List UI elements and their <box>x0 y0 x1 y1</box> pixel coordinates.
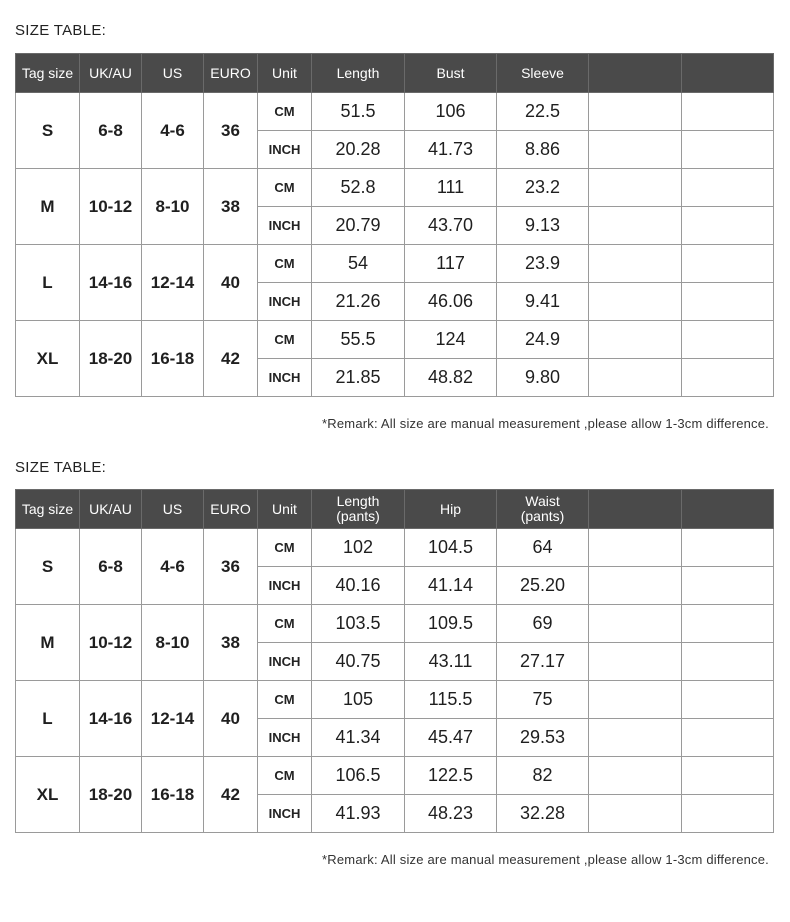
measure-cell: 117 <box>405 245 497 283</box>
measure-cell: 41.73 <box>405 131 497 169</box>
column-header: Unit <box>258 54 312 93</box>
table-row-cm <box>16 529 774 567</box>
measure-cell: 115.5 <box>405 681 497 719</box>
table-row-cm <box>16 245 774 283</box>
measure-cell: 64 <box>497 529 589 567</box>
unit-cell: CM <box>258 605 312 643</box>
column-header: UK/AU <box>80 490 142 529</box>
tag-size-cell: L <box>16 245 80 321</box>
column-header: EURO <box>204 490 258 529</box>
us-size-cell: 16-18 <box>142 757 204 833</box>
table-row-cm <box>16 169 774 207</box>
table-row-cm <box>16 681 774 719</box>
unit-cell: INCH <box>258 131 312 169</box>
empty-cell <box>682 567 774 605</box>
us-size-cell: 16-18 <box>142 321 204 397</box>
measure-cell: 32.28 <box>497 795 589 833</box>
measure-cell: 40.16 <box>312 567 405 605</box>
euro-size-cell: 38 <box>204 605 258 681</box>
measure-cell: 52.8 <box>312 169 405 207</box>
measure-cell: 122.5 <box>405 757 497 795</box>
empty-cell <box>682 643 774 681</box>
euro-size-cell: 40 <box>204 681 258 757</box>
empty-cell <box>682 359 774 397</box>
empty-cell <box>589 567 682 605</box>
measure-cell: 55.5 <box>312 321 405 359</box>
tag-size-cell: XL <box>16 757 80 833</box>
us-size-cell: 8-10 <box>142 169 204 245</box>
empty-cell <box>589 207 682 245</box>
uk-au-cell: 10-12 <box>80 169 142 245</box>
empty-cell <box>589 529 682 567</box>
measure-cell: 102 <box>312 529 405 567</box>
table-row-cm <box>16 321 774 359</box>
empty-cell <box>682 719 774 757</box>
table-header-row <box>16 490 774 529</box>
unit-cell: INCH <box>258 719 312 757</box>
empty-cell <box>682 169 774 207</box>
measure-cell: 25.20 <box>497 567 589 605</box>
unit-cell: CM <box>258 681 312 719</box>
measure-cell: 46.06 <box>405 283 497 321</box>
tag-size-cell: S <box>16 529 80 605</box>
measure-cell: 69 <box>497 605 589 643</box>
tag-size-cell: S <box>16 93 80 169</box>
measure-cell: 20.28 <box>312 131 405 169</box>
empty-cell <box>589 93 682 131</box>
empty-cell <box>589 359 682 397</box>
empty-cell <box>589 719 682 757</box>
column-header: Length <box>312 54 405 93</box>
measure-cell: 21.85 <box>312 359 405 397</box>
measure-cell: 9.41 <box>497 283 589 321</box>
unit-cell: CM <box>258 169 312 207</box>
measure-cell: 24.9 <box>497 321 589 359</box>
measure-cell: 41.93 <box>312 795 405 833</box>
measure-cell: 23.2 <box>497 169 589 207</box>
size-table-tops <box>15 53 774 397</box>
size-table-title-2: SIZE TABLE: <box>15 459 107 476</box>
tag-size-cell: M <box>16 605 80 681</box>
measure-cell: 51.5 <box>312 93 405 131</box>
empty-cell <box>682 131 774 169</box>
euro-size-cell: 38 <box>204 169 258 245</box>
empty-cell <box>682 207 774 245</box>
empty-cell <box>589 321 682 359</box>
measure-cell: 21.26 <box>312 283 405 321</box>
measure-cell: 109.5 <box>405 605 497 643</box>
table-row-cm <box>16 93 774 131</box>
empty-cell <box>589 681 682 719</box>
uk-au-cell: 6-8 <box>80 93 142 169</box>
remark-note-2: *Remark: All size are manual measurement ,please allow 1-3cm difference. <box>322 852 769 867</box>
column-header: US <box>142 490 204 529</box>
us-size-cell: 4-6 <box>142 529 204 605</box>
empty-cell <box>589 757 682 795</box>
uk-au-cell: 18-20 <box>80 321 142 397</box>
us-size-cell: 12-14 <box>142 681 204 757</box>
empty-cell <box>682 757 774 795</box>
measure-cell: 22.5 <box>497 93 589 131</box>
unit-cell: INCH <box>258 795 312 833</box>
uk-au-cell: 18-20 <box>80 757 142 833</box>
measure-cell: 54 <box>312 245 405 283</box>
measure-cell: 45.47 <box>405 719 497 757</box>
uk-au-cell: 6-8 <box>80 529 142 605</box>
size-table-title-1: SIZE TABLE: <box>15 22 107 39</box>
measure-cell: 20.79 <box>312 207 405 245</box>
measure-cell: 48.23 <box>405 795 497 833</box>
empty-cell <box>589 169 682 207</box>
unit-cell: CM <box>258 245 312 283</box>
uk-au-cell: 10-12 <box>80 605 142 681</box>
measure-cell: 41.14 <box>405 567 497 605</box>
empty-cell <box>682 93 774 131</box>
measure-cell: 41.34 <box>312 719 405 757</box>
column-header: Bust <box>405 54 497 93</box>
column-header: Length (pants) <box>312 490 405 529</box>
column-header: Tag size <box>16 490 80 529</box>
unit-cell: CM <box>258 529 312 567</box>
column-header <box>589 490 682 529</box>
measure-cell: 43.11 <box>405 643 497 681</box>
measure-cell: 75 <box>497 681 589 719</box>
tag-size-cell: XL <box>16 321 80 397</box>
tag-size-cell: M <box>16 169 80 245</box>
column-header <box>589 54 682 93</box>
us-size-cell: 8-10 <box>142 605 204 681</box>
measure-cell: 105 <box>312 681 405 719</box>
measure-cell: 40.75 <box>312 643 405 681</box>
measure-cell: 48.82 <box>405 359 497 397</box>
unit-cell: INCH <box>258 207 312 245</box>
remark-note-1: *Remark: All size are manual measurement ,please allow 1-3cm difference. <box>322 416 769 431</box>
measure-cell: 111 <box>405 169 497 207</box>
measure-cell: 103.5 <box>312 605 405 643</box>
unit-cell: CM <box>258 93 312 131</box>
column-header: Unit <box>258 490 312 529</box>
euro-size-cell: 36 <box>204 93 258 169</box>
empty-cell <box>589 795 682 833</box>
table-row-cm <box>16 605 774 643</box>
unit-cell: CM <box>258 757 312 795</box>
euro-size-cell: 42 <box>204 321 258 397</box>
euro-size-cell: 36 <box>204 529 258 605</box>
empty-cell <box>682 795 774 833</box>
measure-cell: 9.13 <box>497 207 589 245</box>
column-header: Hip <box>405 490 497 529</box>
column-header: Waist (pants) <box>497 490 589 529</box>
unit-cell: INCH <box>258 643 312 681</box>
euro-size-cell: 40 <box>204 245 258 321</box>
empty-cell <box>589 283 682 321</box>
table-row-cm <box>16 757 774 795</box>
empty-cell <box>682 283 774 321</box>
column-header: US <box>142 54 204 93</box>
empty-cell <box>589 643 682 681</box>
us-size-cell: 12-14 <box>142 245 204 321</box>
measure-cell: 8.86 <box>497 131 589 169</box>
empty-cell <box>589 131 682 169</box>
measure-cell: 27.17 <box>497 643 589 681</box>
measure-cell: 106 <box>405 93 497 131</box>
unit-cell: INCH <box>258 567 312 605</box>
column-header <box>682 490 774 529</box>
us-size-cell: 4-6 <box>142 93 204 169</box>
tag-size-cell: L <box>16 681 80 757</box>
measure-cell: 104.5 <box>405 529 497 567</box>
column-header: UK/AU <box>80 54 142 93</box>
table-header-row <box>16 54 774 93</box>
empty-cell <box>682 529 774 567</box>
measure-cell: 106.5 <box>312 757 405 795</box>
column-header: Tag size <box>16 54 80 93</box>
euro-size-cell: 42 <box>204 757 258 833</box>
empty-cell <box>589 245 682 283</box>
measure-cell: 82 <box>497 757 589 795</box>
measure-cell: 9.80 <box>497 359 589 397</box>
empty-cell <box>682 681 774 719</box>
empty-cell <box>682 605 774 643</box>
empty-cell <box>682 321 774 359</box>
measure-cell: 29.53 <box>497 719 589 757</box>
uk-au-cell: 14-16 <box>80 681 142 757</box>
column-header: Sleeve <box>497 54 589 93</box>
size-table-pants <box>15 489 774 833</box>
uk-au-cell: 14-16 <box>80 245 142 321</box>
empty-cell <box>682 245 774 283</box>
measure-cell: 43.70 <box>405 207 497 245</box>
empty-cell <box>589 605 682 643</box>
measure-cell: 23.9 <box>497 245 589 283</box>
unit-cell: INCH <box>258 283 312 321</box>
unit-cell: INCH <box>258 359 312 397</box>
measure-cell: 124 <box>405 321 497 359</box>
unit-cell: CM <box>258 321 312 359</box>
column-header: EURO <box>204 54 258 93</box>
column-header <box>682 54 774 93</box>
